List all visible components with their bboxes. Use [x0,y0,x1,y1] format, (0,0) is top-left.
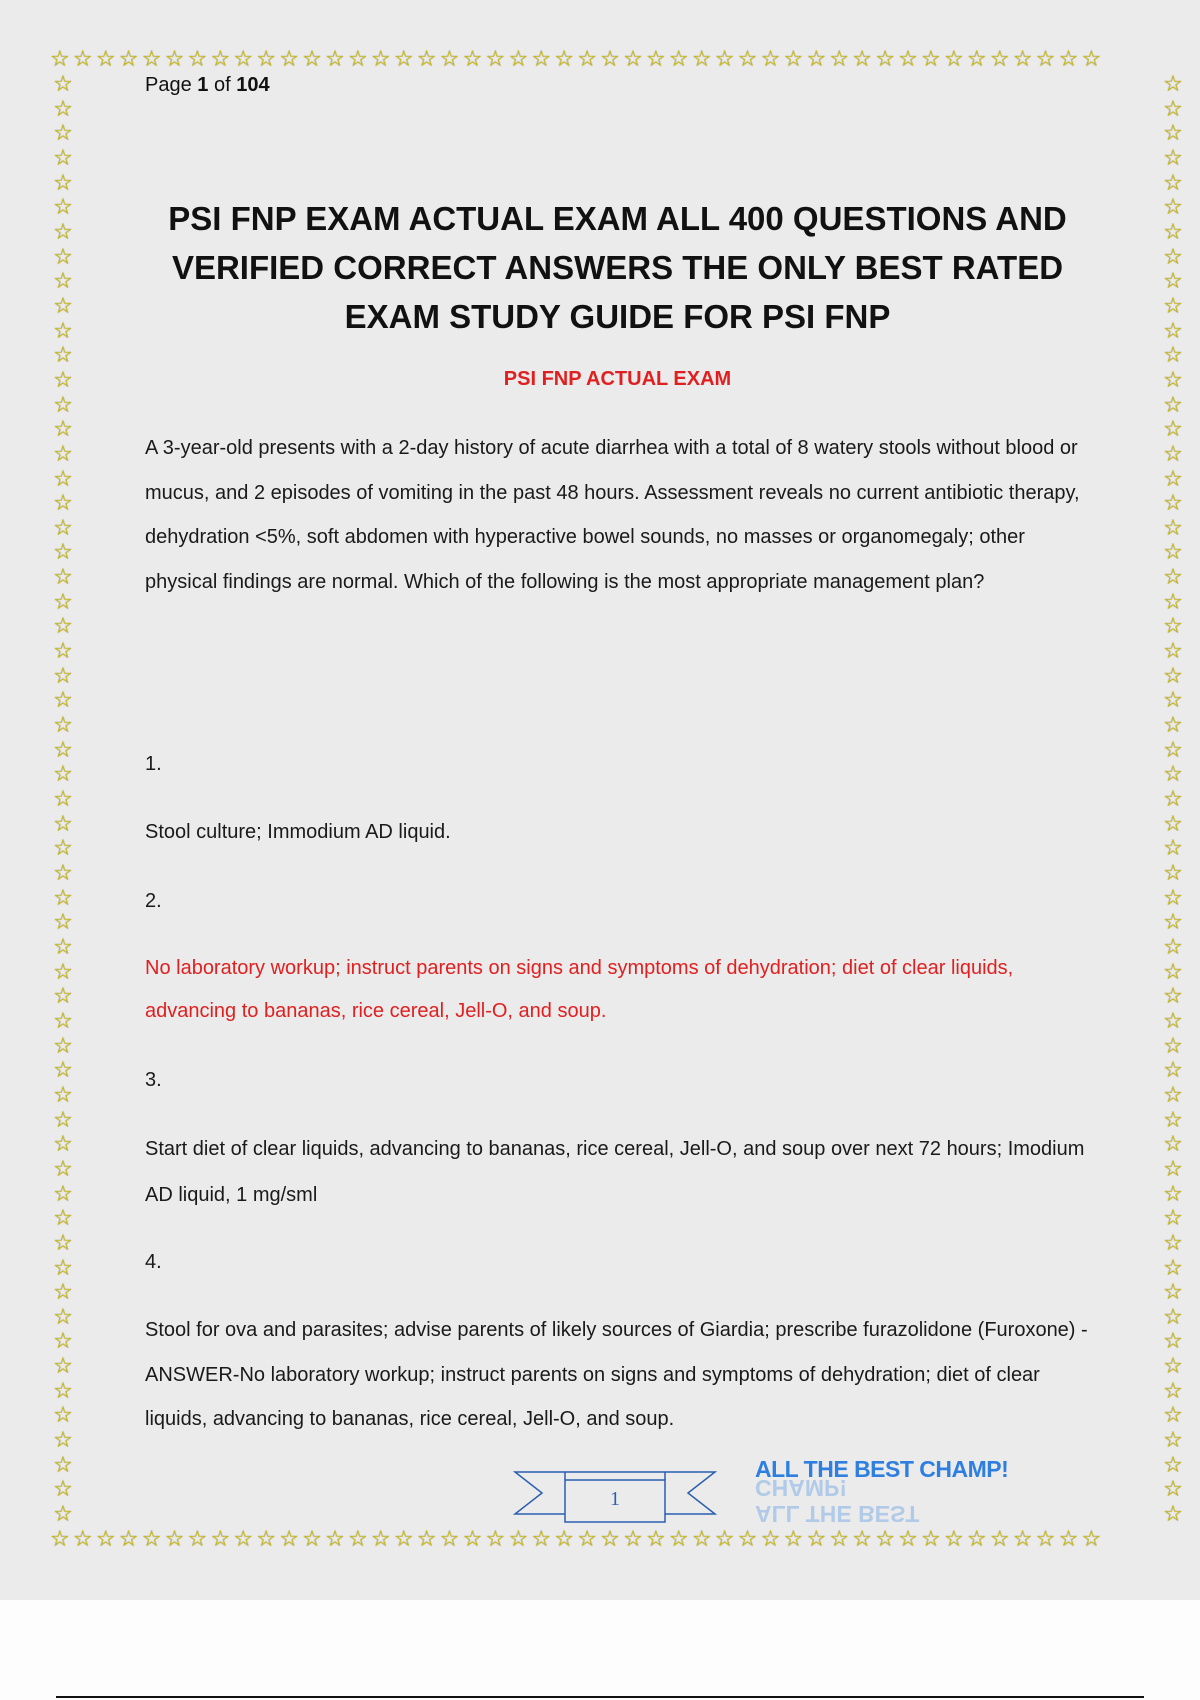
option-number: 2. [145,890,162,912]
option-text-correct: No laboratory workup; instruct parents on signs and symptoms of dehydration; diet of clear liquids, advancing to bananas, rice cereal, Jell-O, and soup. [145,957,1014,1022]
page-number-current: 1 [197,74,209,96]
question-text: A 3-year-old presents with a 2-day history of acute diarrhea with a total of 8 watery stools without blood or mucus, and 2 episodes of vomiting in the past 48 hours. Assessment reveals no current antibiotic therapy, dehydration <5%, soft abdomen with hyperactive bowel sounds, no masses or organomegaly; other physical findings are normal. Which of the following is the most appropriate management plan? [145,437,1080,593]
star-border-right: ☆ ☆ ☆ ☆ ☆ ☆ ☆ ☆ ☆ ☆ ☆ ☆ ☆ ☆ ☆ ☆ ☆ ☆ ☆ ☆ ☆ ☆ ☆ ☆ ☆ ☆ ☆ ☆ ☆ ☆ ☆ ☆ ☆ ☆ ☆ ☆ ☆ ☆ ☆ ☆ ☆ ☆ ☆ ☆ ☆ ☆ ☆ ☆ ☆ ☆ ☆ ☆ ☆ ☆ ☆ ☆ ☆ ☆ ☆ [1163,71,1183,1527]
document-subtitle: PSI FNP ACTUAL EXAM [503,368,732,390]
page-number-of: of [213,74,231,96]
star-border-left: ☆ ☆ ☆ ☆ ☆ ☆ ☆ ☆ ☆ ☆ ☆ ☆ ☆ ☆ ☆ ☆ ☆ ☆ ☆ ☆ ☆ ☆ ☆ ☆ ☆ ☆ ☆ ☆ ☆ ☆ ☆ ☆ ☆ ☆ ☆ ☆ ☆ ☆ ☆ ☆ ☆ ☆ ☆ ☆ ☆ ☆ ☆ ☆ ☆ ☆ ☆ ☆ ☆ ☆ ☆ ☆ ☆ ☆ ☆ [53,71,73,1527]
document-title: PSI FNP EXAM ACTUAL EXAM ALL 400 QUESTIONS AND VERIFIED CORRECT ANSWERS THE ONLY BEST RATED EXAM STUDY GUIDE FOR PSI FNP [168,200,1067,335]
option-text: Start diet of clear liquids, advancing to bananas, rice cereal, Jell-O, and soup over next 72 hours; Imodium AD liquid, 1 mg/sml [145,1138,1085,1206]
option-text: Stool culture; Immodium AD liquid. [145,821,451,843]
star-border-top: ☆☆☆☆☆☆☆☆☆☆☆☆☆☆☆☆☆☆☆☆☆☆☆☆☆☆☆☆☆☆☆☆☆☆☆☆☆☆☆☆☆☆☆☆☆☆ [50,46,1105,71]
option-number: 1. [145,753,162,775]
option-text-with-answer: Stool for ova and parasites; advise parents of likely sources of Giardia; prescribe furazolidone (Furoxone) - ANSWER-No laboratory workup; instruct parents on signs and symptoms of dehydration; diet of clear liquids, advancing to bananas, rice cereal, Jell-O, and soup. [145,1319,1088,1430]
footer-slogan-reflection: ALL THE BEST CHAMP! [755,1475,920,1527]
page-number-label: Page [145,74,192,96]
footer-page-number: 1 [610,1488,620,1510]
footer-slogan: ALL THE BEST CHAMP! [755,1456,1009,1482]
next-page-area [0,1600,1200,1700]
page-number-total: 104 [236,74,270,96]
option-number: 3. [145,1069,162,1091]
star-border-bottom: ☆☆☆☆☆☆☆☆☆☆☆☆☆☆☆☆☆☆☆☆☆☆☆☆☆☆☆☆☆☆☆☆☆☆☆☆☆☆☆☆☆☆☆☆☆☆ [50,1526,1105,1551]
option-number: 4. [145,1251,162,1273]
page-divider [56,1696,1144,1698]
page-number [145,74,270,97]
